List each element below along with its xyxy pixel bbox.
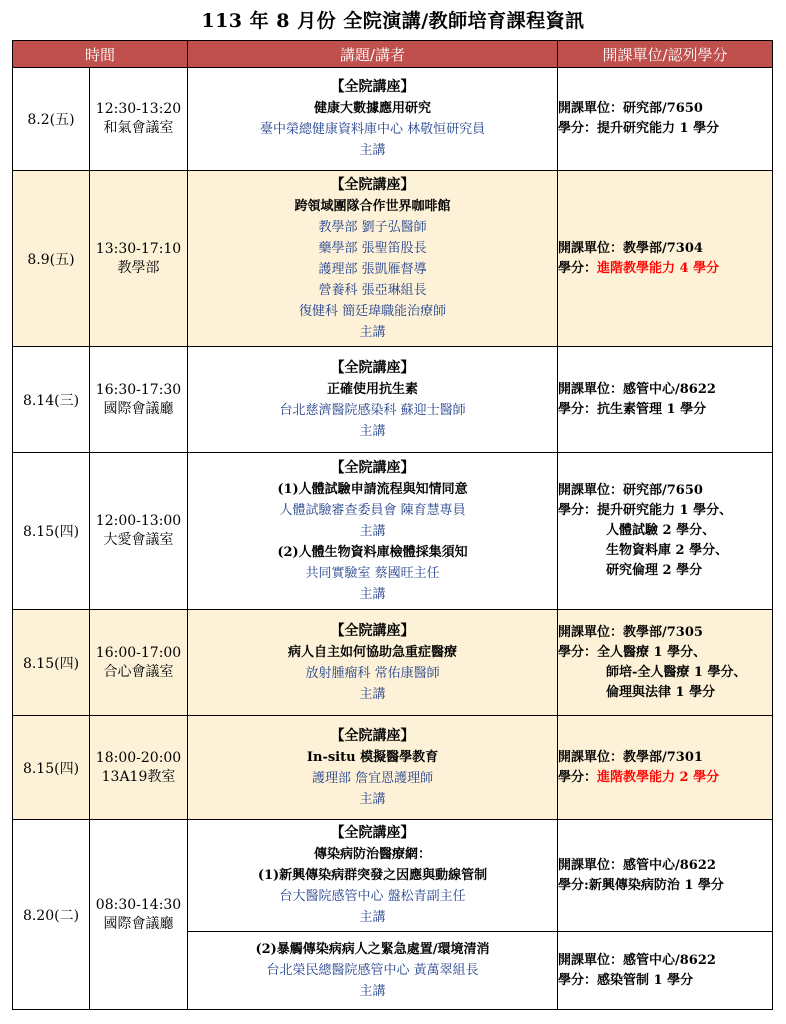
course-unit: 開課單位：教學部/7304 [558, 240, 703, 256]
time-place-cell [90, 68, 188, 171]
topic-cell [188, 820, 558, 932]
credit-text: 倫理與法律 1 學分 [606, 684, 716, 700]
table-row [13, 347, 773, 453]
course-unit: 開課單位：感管中心/8622 [558, 381, 716, 397]
credit-text: 研究倫理 2 學分 [606, 563, 703, 578]
table-header [13, 41, 773, 68]
lecture-label: 【全院講座】 [330, 459, 415, 476]
credit-text: 學分：抗生素管理 1 學分 [558, 401, 707, 417]
speaker: 臺中榮總健康資料庫中心 林敬恒研究員 [259, 122, 486, 137]
speaker: 復健科 簡廷瑋職能治療師 [298, 303, 447, 319]
credit-text [558, 259, 772, 279]
host-label: 主講 [359, 523, 386, 539]
course-unit: 開課單位：研究部/7650 [558, 101, 703, 116]
date-cell: 8.2(五) [13, 68, 90, 171]
time-place-cell [90, 820, 188, 1010]
credit-text: 學分:新興傳染病防治 1 學分 [558, 877, 724, 893]
time: 16:30-17:30 [95, 381, 182, 398]
table-row [13, 171, 773, 347]
credit-text: 學分：提升研究能力 1 學分 [558, 121, 720, 136]
lecture-label: 【全院講座】 [330, 825, 415, 841]
credit-prefix: 學分： [558, 260, 598, 276]
credit-cell [558, 610, 773, 716]
speaker: 人體試驗審查委員會 陳育慧專員 [279, 502, 466, 518]
date-cell: 8.14(三) [13, 347, 90, 453]
lecture-title: 跨領域團隊合作世界咖啡館 [294, 198, 451, 214]
lecture-title: 健康大數據應用研究 [314, 101, 432, 116]
speaker: 營養科 張亞琳組長 [318, 282, 427, 298]
date-cell: 8.9(五) [13, 171, 90, 347]
table-row [13, 453, 773, 610]
lecture-title: (2)人體生物資料庫檢體採集須知 [277, 544, 468, 560]
lecture-title: (2)暴觸傳染病病人之緊急處置/環境清消 [255, 942, 490, 957]
credit-text: 人體試驗 2 學分、 [606, 523, 716, 538]
date-cell: 8.15(四) [13, 453, 90, 610]
place: 合心會議室 [103, 663, 174, 680]
table-row [13, 68, 773, 171]
lecture-title: (1)人體試驗申請流程與知情同意 [277, 481, 468, 497]
course-unit: 開課單位：研究部/7650 [558, 483, 703, 498]
credit-text: 學分：全人醫療 1 學分、 [558, 644, 707, 660]
time: 08:30-14:30 [95, 896, 182, 913]
course-unit: 開課單位：感管中心/8622 [558, 857, 716, 873]
topic-cell [188, 68, 558, 171]
course-unit: 開課單位：教學部/7305 [558, 624, 703, 640]
time: 12:00-13:00 [95, 513, 182, 529]
host-label: 主講 [359, 686, 386, 702]
table-row [13, 610, 773, 716]
table-row [13, 820, 773, 932]
credit-text [558, 768, 772, 788]
lecture-title: 正確使用抗生素 [327, 381, 419, 397]
lecture-label: 【全院講座】 [330, 79, 415, 95]
speaker: 教學部 劉子弘醫師 [318, 219, 427, 235]
lecture-title: In-situ 模擬醫學教育 [306, 749, 439, 765]
topic-cell [188, 610, 558, 716]
topic-cell [188, 171, 558, 347]
credit-cell [558, 820, 773, 932]
place: 13A19教室 [101, 768, 176, 785]
place: 教學部 [117, 259, 160, 276]
date-cell: 8.15(四) [13, 610, 90, 716]
header-topic: 講題/講者 [188, 41, 558, 68]
host-label: 主講 [359, 423, 386, 439]
place: 大愛會議室 [103, 532, 174, 548]
speaker: 藥學部 張聖笛股長 [318, 240, 427, 256]
time-place-cell [90, 716, 188, 820]
date-cell: 8.20(二) [13, 820, 90, 1010]
credit-highlight: 進階教學能力 2 學分 [597, 769, 720, 785]
speaker: 護理部 詹宜恩護理師 [311, 770, 434, 786]
place: 和氣會議室 [103, 120, 174, 136]
table-row [13, 716, 773, 820]
credit-cell [558, 171, 773, 347]
topic-cell [188, 347, 558, 453]
credit-cell [558, 453, 773, 610]
page-title: 113 年 8 月份 全院演講/教師培育課程資訊 [201, 10, 585, 32]
credit-cell [558, 68, 773, 171]
header-credit: 開課單位/認列學分 [558, 41, 773, 68]
host-label: 主講 [359, 791, 386, 807]
time: 16:00-17:00 [95, 644, 182, 661]
host-label: 主講 [359, 984, 386, 999]
host-label: 主講 [359, 324, 386, 340]
time-place-cell [90, 171, 188, 347]
time: 13:30-17:10 [95, 240, 182, 257]
credit-text: 學分：提升研究能力 1 學分、 [558, 503, 733, 518]
place: 國際會議廳 [103, 400, 174, 417]
host-label: 主講 [359, 586, 386, 602]
lecture-label: 【全院講座】 [330, 727, 415, 744]
credit-highlight: 進階教學能力 4 學分 [597, 260, 720, 276]
lecture-label: 【全院講座】 [330, 176, 415, 193]
credit-text: 師培-全人醫療 1 學分、 [606, 664, 747, 680]
speaker: 護理部 張凱雁督導 [318, 261, 427, 277]
course-unit: 開課單位：教學部/7301 [558, 749, 703, 765]
time: 18:00-20:00 [95, 749, 182, 766]
credit-text: 生物資料庫 2 學分、 [606, 543, 729, 558]
credit-text: 學分：感染管制 1 學分 [558, 972, 694, 988]
topic-cell [188, 716, 558, 820]
lecture-title: 病人自主如何協助急重症醫療 [288, 644, 458, 660]
host-label: 主講 [359, 143, 386, 158]
credit-cell [558, 347, 773, 453]
topic-cell [188, 932, 558, 1010]
lecture-label: 【全院講座】 [330, 359, 415, 376]
speaker: 台北榮民總醫院感管中心 黃萬翠組長 [266, 963, 479, 978]
speaker: 放射腫瘤科 常佑康醫師 [305, 665, 440, 681]
time: 12:30-13:20 [95, 101, 182, 117]
schedule-table [12, 40, 773, 1010]
credit-cell [558, 716, 773, 820]
lecture-label: 【全院講座】 [330, 622, 415, 639]
topic-cell [188, 453, 558, 610]
host-label: 主講 [359, 910, 386, 925]
date-cell: 8.15(四) [13, 716, 90, 820]
time-place-cell [90, 610, 188, 716]
credit-prefix: 學分： [558, 769, 598, 785]
header-time: 時間 [13, 41, 188, 68]
course-unit: 開課單位：感管中心/8622 [558, 952, 716, 968]
time-place-cell [90, 347, 188, 453]
credit-cell [558, 932, 773, 1010]
lecture-title: (1)新興傳染病群突發之因應與動線管制 [257, 868, 488, 883]
time-place-cell [90, 453, 188, 610]
lecture-title: 傳染病防治醫療網： [314, 847, 432, 862]
speaker: 台北慈濟醫院感染科 蘇迎士醫師 [279, 402, 466, 418]
speaker: 台大醫院感管中心 盤松青副主任 [279, 889, 466, 904]
speaker: 共同實驗室 蔡國旺主任 [305, 565, 440, 581]
place: 國際會議廳 [103, 915, 174, 932]
